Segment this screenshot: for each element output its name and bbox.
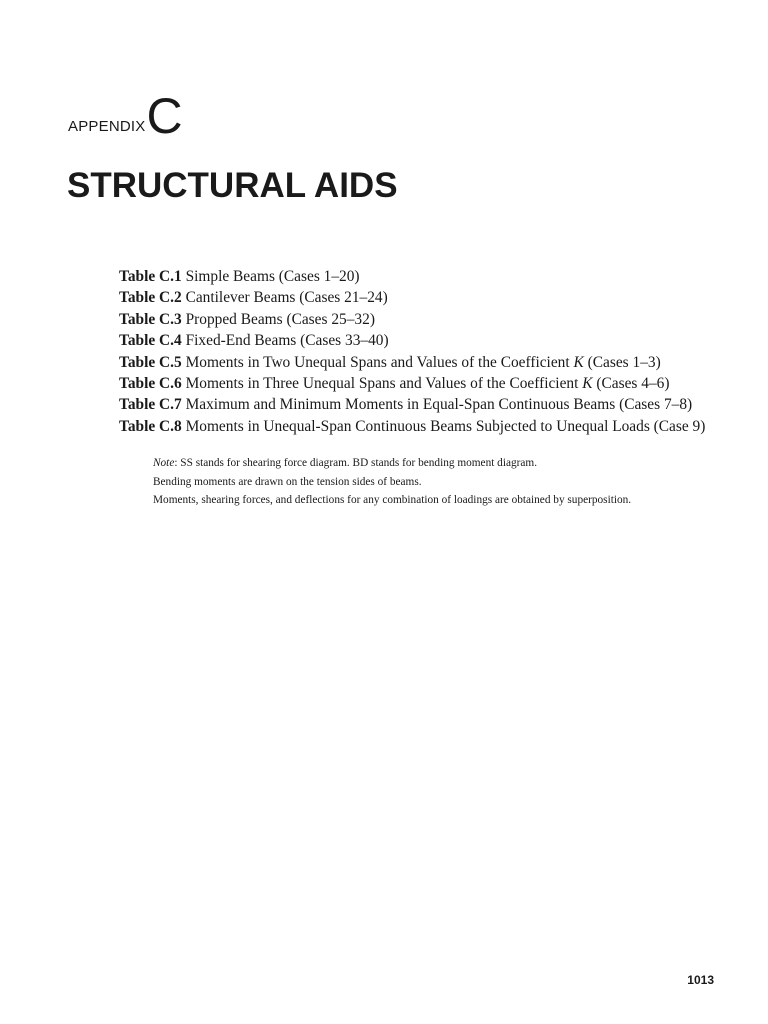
table-list (119, 266, 705, 437)
note-line: Moments, shearing forces, and deflections for any combination of loadings are obtained by superposition. (153, 494, 632, 506)
table-label: Table C.8 (119, 417, 182, 435)
notes-block (153, 454, 631, 510)
table-list-item (119, 309, 705, 330)
table-label: Table C.5 (119, 353, 182, 371)
table-description: Propped Beams (Cases 25–32) (181, 310, 375, 328)
table-description: Fixed-End Beams (Cases 33–40) (181, 332, 389, 350)
table-description: Moments in Two Unequal Spans and Values of the Coefficient (181, 353, 574, 371)
appendix-letter: C (146, 88, 183, 144)
table-description: Cantilever Beams (Cases 21–24) (181, 289, 388, 307)
table-list-item (119, 287, 705, 308)
table-label: Table C.7 (119, 396, 182, 414)
table-description: Maximum and Minimum Moments in Equal-Span Continuous Beams (Cases 7–8) (181, 396, 693, 414)
table-label: Table C.3 (119, 310, 182, 328)
table-description: Moments in Unequal-Span Continuous Beams Subjected to Unequal Loads (Case 9) (181, 417, 706, 435)
table-description: Moments in Three Unequal Spans and Values of the Coefficient (181, 375, 583, 393)
table-label: Table C.1 (119, 268, 182, 285)
page-number: 1013 (687, 973, 714, 987)
coefficient-symbol: K (573, 353, 584, 371)
note-line (153, 454, 631, 473)
table-list-item (119, 330, 705, 351)
table-case-range: (Cases 4–6) (592, 375, 670, 393)
table-label: Table C.6 (119, 375, 182, 393)
note-line: Bending moments are drawn on the tension sides of beams. (153, 475, 422, 488)
table-list-item (119, 394, 705, 415)
note-text: : SS stands for shearing force diagram. BD stands for bending moment diagram. (174, 457, 538, 469)
table-case-range: (Cases 1–3) (583, 353, 661, 371)
appendix-heading (68, 80, 183, 144)
chapter-title: STRUCTURAL AIDS (67, 166, 398, 205)
table-list-item (119, 266, 705, 287)
coefficient-symbol: K (582, 375, 593, 393)
table-list-item (119, 416, 705, 437)
table-list-item (119, 352, 705, 373)
table-label: Table C.2 (119, 289, 182, 307)
table-description: Simple Beams (Cases 1–20) (181, 268, 360, 285)
appendix-word: APPENDIX (68, 118, 146, 135)
table-list-item (119, 373, 705, 394)
table-label: Table C.4 (119, 332, 182, 350)
note-label: Note (153, 457, 175, 469)
